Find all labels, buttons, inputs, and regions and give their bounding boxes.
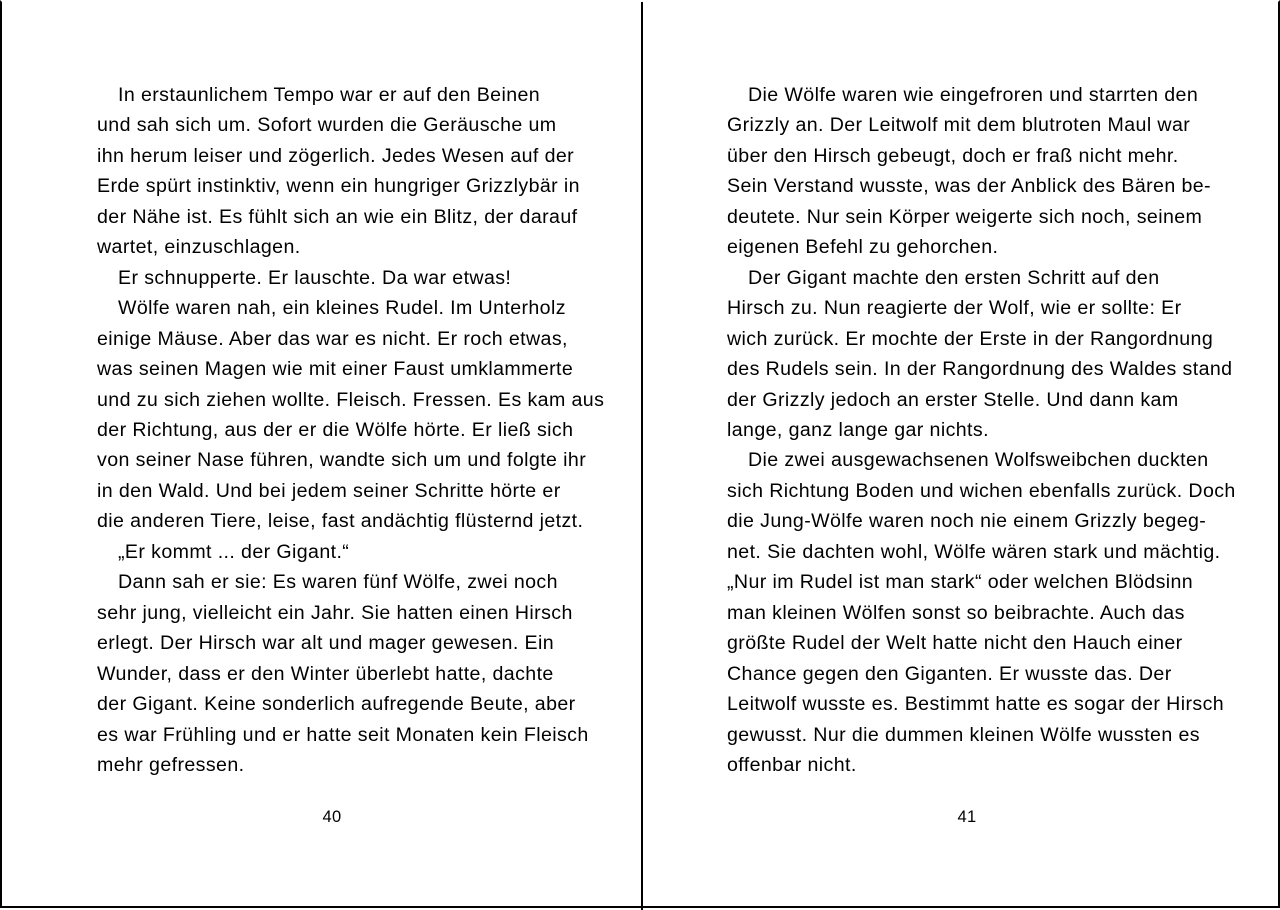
text-line: gewusst. Nur die dummen kleinen Wölfe wussten es bbox=[727, 723, 1200, 746]
text-line: Der Gigant machte den ersten Schritt auf den bbox=[748, 266, 1160, 289]
text-line: des Rudels sein. In der Rangordnung des Waldes stand bbox=[727, 358, 1233, 381]
text-line: net. Sie dachten wohl, Wölfe wären stark und mächtig. bbox=[727, 540, 1221, 563]
text-line: Dann sah er sie: Es waren fünf Wölfe, zwei noch bbox=[118, 571, 558, 594]
text-line: einige Mäuse. Aber das war es nicht. Er roch etwas, bbox=[97, 327, 568, 350]
text-line: man kleinen Wölfen sonst so beibrachte. Auch das bbox=[727, 601, 1185, 624]
text-line: wartet, einzuschlagen. bbox=[97, 236, 301, 259]
text-line: Wölfe waren nah, ein kleines Rudel. Im Unterholz bbox=[118, 297, 566, 320]
page-left bbox=[2, 2, 641, 910]
page-right-text-block bbox=[727, 80, 1236, 780]
text-line: mehr gefressen. bbox=[97, 753, 245, 776]
text-line: was seinen Magen wie mit einer Faust umklammerte bbox=[97, 358, 574, 381]
text-line: und sah sich um. Sofort wurden die Geräusche um bbox=[97, 114, 557, 137]
text-line: wich zurück. Er mochte der Erste in der Rangordnung bbox=[727, 327, 1214, 350]
text-line: erlegt. Der Hirsch war alt und mager gewesen. Ein bbox=[97, 632, 554, 655]
text-line: Grizzly an. Der Leitwolf mit dem blutroten Maul war bbox=[727, 114, 1191, 137]
text-line: offenbar nicht. bbox=[727, 753, 857, 776]
page-right-folio: 41 bbox=[957, 808, 977, 826]
text-line: der Grizzly jedoch an erster Stelle. Und dann kam bbox=[727, 388, 1179, 411]
text-line: Die Wölfe waren wie eingefroren und starrten den bbox=[748, 84, 1199, 106]
text-line: In erstaunlichem Tempo war er auf den Beinen bbox=[118, 84, 541, 106]
page-left-folio: 40 bbox=[322, 808, 342, 826]
text-line: der Nähe ist. Es fühlt sich an wie ein Blitz, der darauf bbox=[97, 205, 578, 228]
text-line: der Richtung, aus der er die Wölfe hörte. Er ließ sich bbox=[97, 418, 574, 441]
text-line: lange, ganz lange gar nichts. bbox=[727, 418, 989, 441]
text-line: die anderen Tiere, leise, fast andächtig flüsternd jetzt. bbox=[97, 510, 584, 533]
text-line: Chance gegen den Giganten. Er wusste das. Der bbox=[727, 662, 1172, 685]
text-line: Leitwolf wusste es. Bestimmt hatte es sogar der Hirsch bbox=[727, 693, 1225, 716]
text-line: von seiner Nase führen, wandte sich um und folgte ihr bbox=[97, 449, 587, 472]
page-left-text-block bbox=[97, 80, 605, 780]
text-line: der Gigant. Keine sonderlich aufregende Beute, aber bbox=[97, 693, 576, 716]
text-line: Hirsch zu. Nun reagierte der Wolf, wie er sollte: Er bbox=[727, 297, 1182, 320]
text-line: Erde spürt instinktiv, wenn ein hungriger Grizzlybär in bbox=[97, 175, 580, 198]
text-line: eigenen Befehl zu gehorchen. bbox=[727, 236, 999, 259]
text-line: größte Rudel der Welt hatte nicht den Hauch einer bbox=[727, 632, 1183, 655]
text-line: in den Wald. Und bei jedem seiner Schritte hörte er bbox=[97, 479, 561, 502]
text-line: die Jung-Wölfe waren noch nie einem Grizzly begeg- bbox=[727, 510, 1207, 533]
text-line: Die zwei ausgewachsenen Wolfsweibchen duckten bbox=[748, 449, 1209, 472]
text-line: über den Hirsch gebeugt, doch er fraß nicht mehr. bbox=[727, 144, 1179, 167]
text-line: „Er kommt ... der Gigant.“ bbox=[118, 540, 350, 563]
page-right bbox=[643, 2, 1280, 910]
text-line: Sein Verstand wusste, was der Anblick des Bären be- bbox=[727, 175, 1211, 198]
text-line: „Nur im Rudel ist man stark“ oder welchen Blödsinn bbox=[727, 571, 1194, 594]
text-line: es war Frühling und er hatte seit Monaten kein Fleisch bbox=[97, 723, 589, 746]
text-line: sehr jung, vielleicht ein Jahr. Sie hatten einen Hirsch bbox=[97, 601, 573, 624]
text-line: deutete. Nur sein Körper weigerte sich noch, seinem bbox=[727, 205, 1203, 228]
text-line: ihn herum leiser und zögerlich. Jedes Wesen auf der bbox=[97, 144, 575, 167]
text-line: Wunder, dass er den Winter überlebt hatte, dachte bbox=[97, 662, 554, 685]
text-line: und zu sich ziehen wollte. Fleisch. Fressen. Es kam aus bbox=[97, 388, 605, 411]
text-line: sich Richtung Boden und wichen ebenfalls zurück. Doch bbox=[727, 479, 1236, 502]
text-line: Er schnupperte. Er lauschte. Da war etwas! bbox=[118, 266, 512, 289]
